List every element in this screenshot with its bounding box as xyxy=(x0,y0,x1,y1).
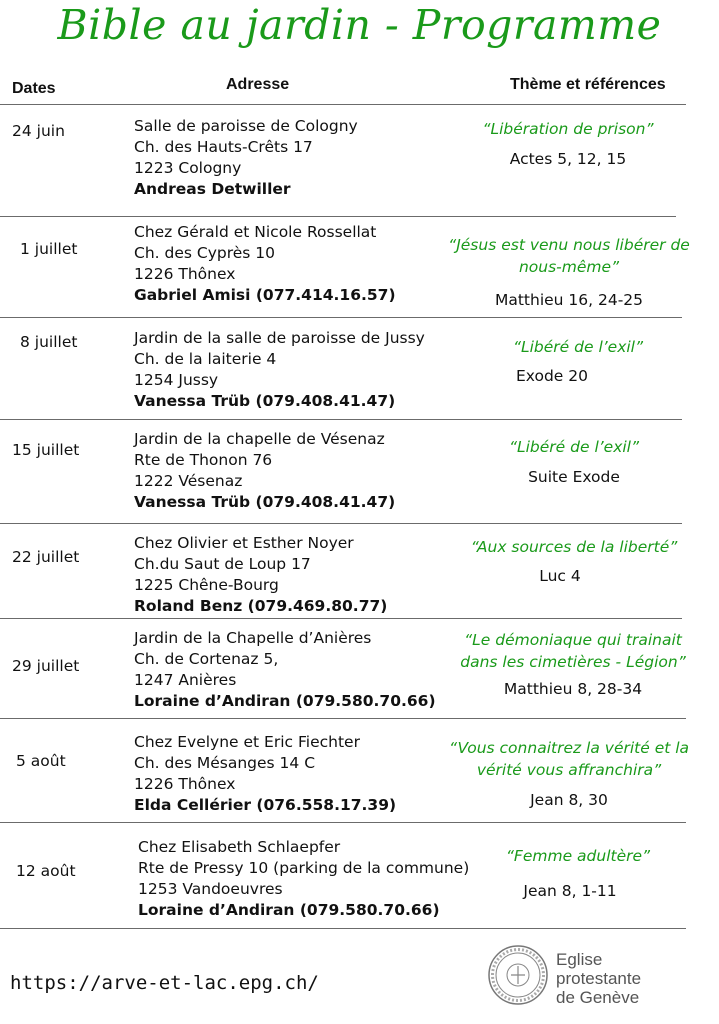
address-line: 1226 Thônex xyxy=(134,775,236,793)
theme-line: “Jésus est venu nous libérer de xyxy=(448,236,690,254)
row-divider xyxy=(0,419,682,420)
theme-line: dans les cimetières - Légion” xyxy=(460,653,686,671)
row-divider xyxy=(0,928,686,929)
theme-line: “Aux sources de la liberté” xyxy=(470,538,678,556)
address-line: 1247 Anières xyxy=(134,671,237,689)
row-address xyxy=(138,837,469,921)
address-line: Ch. des Mésanges 14 C xyxy=(134,754,316,772)
address-line: Ch.du Saut de Loup 17 xyxy=(134,555,311,573)
row-address xyxy=(134,328,425,412)
address-line: Chez Evelyne et Eric Fiechter xyxy=(134,733,360,751)
contact-name: Loraine d’Andiran (079.580.70.66) xyxy=(134,692,436,710)
row-divider xyxy=(0,216,676,217)
row-reference: Luc 4 xyxy=(539,567,581,585)
theme-line: “Vous connaitrez la vérité et la xyxy=(448,739,690,757)
row-address xyxy=(134,116,358,200)
contact-name: Roland Benz (079.469.80.77) xyxy=(134,597,388,615)
header-dates: Dates xyxy=(12,80,56,97)
address-line: Salle de paroisse de Cologny xyxy=(134,117,358,135)
row-divider xyxy=(0,822,686,823)
row-address xyxy=(134,732,396,816)
row-theme xyxy=(440,629,706,673)
row-theme xyxy=(436,737,702,781)
address-line: Jardin de la salle de paroisse de Jussy xyxy=(134,329,425,347)
address-line: Chez Olivier et Esther Noyer xyxy=(134,534,354,552)
row-date: 15 juillet xyxy=(12,441,80,459)
contact-name: Loraine d’Andiran (079.580.70.66) xyxy=(138,901,440,919)
theme-line: nous-même” xyxy=(518,258,620,276)
row-reference: Jean 8, 1-11 xyxy=(523,882,617,900)
address-line: 1254 Jussy xyxy=(134,371,219,389)
contact-name: Elda Cellérier (076.558.17.39) xyxy=(134,796,397,814)
address-line: Ch. des Hauts-Crêts 17 xyxy=(134,138,313,156)
row-theme xyxy=(440,118,696,140)
address-line: Jardin de la Chapelle d’Anières xyxy=(134,629,372,647)
row-date: 1 juillet xyxy=(20,240,78,258)
row-date: 29 juillet xyxy=(12,657,80,675)
website-link[interactable]: https://arve-et-lac.epg.ch/ xyxy=(10,972,319,994)
contact-name: Gabriel Amisi (077.414.16.57) xyxy=(134,286,396,304)
row-date: 5 août xyxy=(16,752,66,770)
contact-name: Vanessa Trüb (079.408.41.47) xyxy=(134,392,396,410)
row-reference: Matthieu 8, 28-34 xyxy=(503,680,643,698)
logo-line: protestante xyxy=(556,969,642,988)
row-address xyxy=(134,429,395,513)
row-divider xyxy=(0,317,682,318)
row-reference: Suite Exode xyxy=(528,468,620,486)
row-theme xyxy=(436,234,702,278)
theme-line: “Libéré de l’exil” xyxy=(512,338,644,356)
address-line: Ch. de la laiterie 4 xyxy=(134,350,277,368)
row-address xyxy=(134,533,387,617)
row-date: 22 juillet xyxy=(12,548,80,566)
row-date: 24 juin xyxy=(12,122,65,140)
row-reference: Jean 8, 30 xyxy=(530,791,608,809)
address-line: Rte de Pressy 10 (parking de la commune) xyxy=(138,859,470,877)
row-divider xyxy=(0,718,686,719)
logo-line: Eglise xyxy=(556,950,603,969)
header-divider xyxy=(0,104,686,105)
contact-name: Vanessa Trüb (079.408.41.47) xyxy=(134,493,396,511)
address-line: Ch. de Cortenaz 5, xyxy=(134,650,279,668)
address-line: 1225 Chêne-Bourg xyxy=(134,576,279,594)
contact-name: Andreas Detwiller xyxy=(134,180,291,198)
theme-line: “Libéré de l’exil” xyxy=(508,438,640,456)
row-date: 12 août xyxy=(16,862,76,880)
row-divider xyxy=(0,618,682,619)
row-reference: Actes 5, 12, 15 xyxy=(509,150,627,168)
address-line: 1223 Cologny xyxy=(134,159,242,177)
address-line: Chez Elisabeth Schlaepfer xyxy=(138,838,341,856)
theme-line: “Le démoniaque qui trainait xyxy=(464,631,682,649)
row-theme xyxy=(446,536,702,558)
address-line: Rte de Thonon 76 xyxy=(134,451,273,469)
address-line: Jardin de la chapelle de Vésenaz xyxy=(134,430,385,448)
church-logo-text xyxy=(556,950,641,1007)
theme-line: “Femme adultère” xyxy=(505,847,651,865)
address-line: Ch. des Cyprès 10 xyxy=(134,244,276,262)
row-divider xyxy=(0,523,682,524)
theme-line: vérité vous affranchira” xyxy=(476,761,662,779)
row-address xyxy=(134,628,436,712)
address-line: 1222 Vésenaz xyxy=(134,472,243,490)
address-line: Chez Gérald et Nicole Rossellat xyxy=(134,223,377,241)
theme-line: “Libération de prison” xyxy=(482,120,654,138)
page-title: Bible au jardin - Programme xyxy=(57,1,662,49)
row-theme xyxy=(450,336,706,358)
row-theme xyxy=(450,845,706,867)
row-date: 8 juillet xyxy=(20,333,78,351)
address-line: 1226 Thônex xyxy=(134,265,236,283)
church-seal-icon xyxy=(487,944,549,1006)
row-reference: Matthieu 16, 24-25 xyxy=(494,291,644,309)
address-line: 1253 Vandoeuvres xyxy=(138,880,283,898)
header-theme: Thème et références xyxy=(510,76,666,93)
row-theme xyxy=(446,436,702,458)
row-address xyxy=(134,222,396,306)
logo-line: de Genève xyxy=(556,988,640,1007)
row-reference: Exode 20 xyxy=(516,367,588,385)
header-adresse: Adresse xyxy=(226,76,290,93)
